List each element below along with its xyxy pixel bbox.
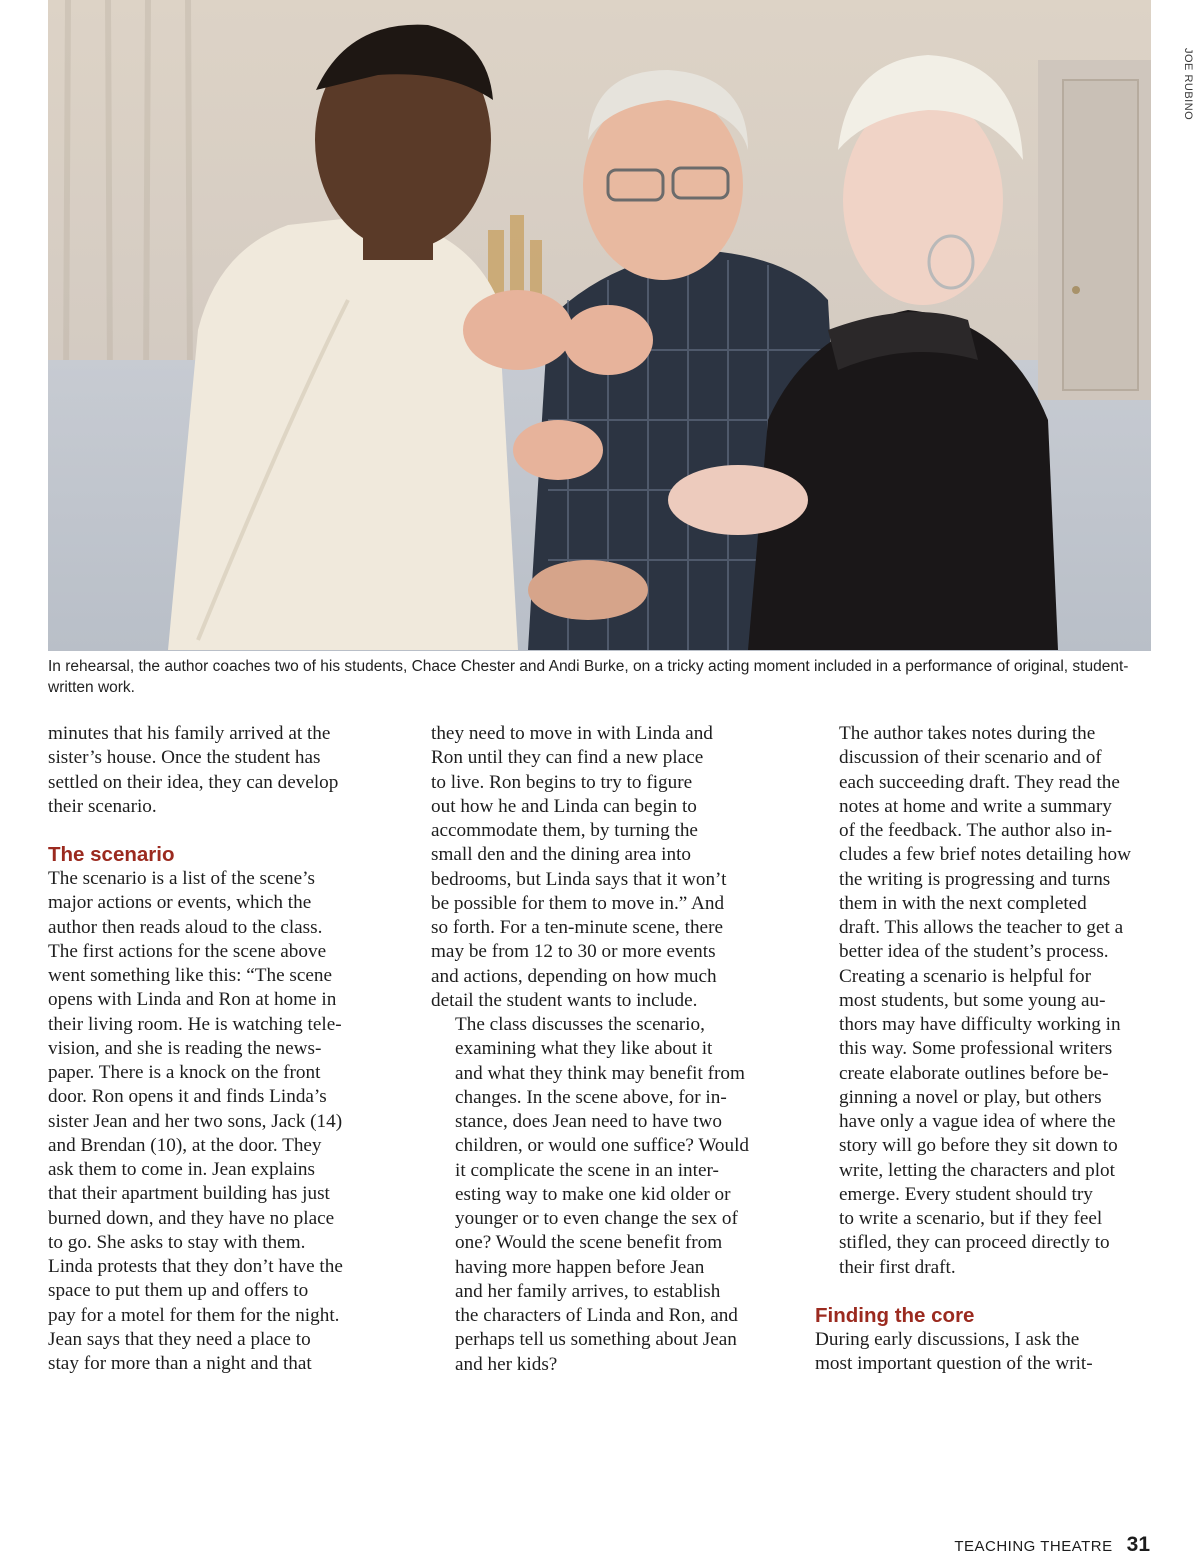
text-line: this way. Some professional writers — [839, 1038, 1113, 1060]
text-line: most important question of the writ- — [815, 1353, 1093, 1374]
text-line: their first draft. — [839, 1256, 956, 1278]
text-line: it complicate the scene in an inter- — [455, 1159, 719, 1181]
text-line: the writing is progressing and turns — [839, 868, 1111, 890]
text-line: of the feedback. The author also in- — [839, 820, 1112, 841]
text-line: ginning a novel or play, but others — [839, 1086, 1102, 1108]
text-line: The class discusses the scenario, — [455, 1014, 705, 1035]
text-line: the characters of Linda and Ron, and — [455, 1305, 738, 1326]
text-line: burned down, and they have no place — [48, 1207, 335, 1229]
text-line: sister’s house. Once the student has — [48, 747, 321, 769]
text-line: small den and the dining area into — [431, 844, 692, 866]
text-line: stance, does Jean need to have two — [455, 1111, 722, 1132]
text-line: children, or would one suffice? Would — [455, 1135, 750, 1157]
text-line: Linda protests that they don’t have the — [48, 1256, 343, 1277]
text-line: that their apartment building has just — [48, 1183, 330, 1205]
text-line: detail the student wants to include. — [431, 989, 698, 1011]
text-line: out how he and Linda can begin to — [431, 795, 697, 817]
article-column-2 — [431, 722, 771, 1377]
text-line: space to put them up and offers to — [48, 1280, 309, 1302]
text-line: most students, but some young au- — [839, 989, 1106, 1011]
body-paragraph — [431, 722, 771, 1013]
text-line: may be from 12 to 30 or more events — [431, 941, 716, 963]
text-line: thors may have difficulty working in — [839, 1014, 1121, 1035]
text-line: door. Ron opens it and finds Linda’s — [48, 1086, 327, 1108]
article-column-1 — [48, 722, 388, 1376]
text-line: be possible for them to move in.” And — [431, 892, 725, 914]
text-line: have only a vague idea of where the — [839, 1111, 1116, 1132]
text-line: their scenario. — [48, 795, 157, 817]
text-line: accommodate them, by turning the — [431, 820, 698, 841]
text-line: younger or to even change the sex of — [455, 1208, 738, 1229]
text-line: examining what they like about it — [455, 1038, 713, 1060]
text-line: bedrooms, but Linda says that it won’t — [431, 868, 727, 890]
text-line: having more happen before Jean — [455, 1256, 705, 1278]
rehearsal-photo — [48, 0, 1194, 651]
section-heading: Finding the core — [815, 1303, 975, 1327]
article-column-3 — [815, 722, 1155, 1376]
text-line: to live. Ron begins to try to figure — [431, 771, 693, 793]
text-line: sister Jean and her two sons, Jack (14) — [48, 1110, 343, 1132]
rehearsal-photo-illustration — [48, 0, 1151, 651]
text-line: and actions, depending on how much — [431, 965, 717, 987]
text-line: Ron until they can find a new place — [431, 747, 704, 769]
body-paragraph — [815, 1328, 1155, 1377]
text-line: minutes that his family arrived at the — [48, 723, 331, 744]
page-footer — [954, 1533, 1150, 1557]
text-line: they need to move in with Linda and — [431, 723, 713, 744]
text-line: better idea of the student’s process. — [839, 941, 1109, 963]
text-line: draft. This allows the teacher to get a — [839, 917, 1124, 938]
text-line: and her family arrives, to establish — [455, 1280, 721, 1302]
text-line: The scenario is a list of the scene’s — [48, 868, 315, 889]
text-line: write, letting the characters and plot — [839, 1159, 1115, 1181]
text-line: The first actions for the scene above — [48, 940, 327, 962]
text-line: author then reads aloud to the class. — [48, 916, 323, 938]
text-line: their living room. He is watching tele- — [48, 1013, 342, 1035]
text-line: stifled, they can proceed directly to — [839, 1232, 1110, 1254]
body-paragraph — [48, 722, 388, 819]
text-line: create elaborate outlines before be- — [839, 1062, 1109, 1084]
page-number: 31 — [1126, 1533, 1150, 1556]
text-line: opens with Linda and Ron at home in — [48, 989, 337, 1011]
photo-credit: JOE RUBINO — [1182, 48, 1194, 121]
text-line: emerge. Every student should try — [839, 1183, 1093, 1205]
text-line: and Brendan (10), at the door. They — [48, 1134, 322, 1156]
text-line: each succeeding draft. They read the — [839, 771, 1120, 793]
text-line: During early discussions, I ask the — [815, 1328, 1080, 1350]
text-line: stay for more than a night and that — [48, 1353, 312, 1374]
photo-caption: In rehearsal, the author coaches two of his students, Chace Chester and Andi Burke, on a tricky acting moment included in a performance of original, student-written work. — [48, 658, 1129, 696]
magazine-name: TEACHING THEATRE — [954, 1538, 1113, 1555]
text-line: notes at home and write a summary — [839, 795, 1112, 817]
text-line: and what they think may benefit from — [455, 1062, 745, 1084]
text-line: went something like this: “The scene — [48, 965, 333, 986]
section-heading: The scenario — [48, 843, 175, 866]
text-line: perhaps tell us something about Jean — [455, 1329, 737, 1351]
text-line: esting way to make one kid older or — [455, 1183, 731, 1205]
text-line: one? Would the scene benefit from — [455, 1232, 723, 1254]
body-paragraph — [815, 965, 1155, 1280]
text-line: The author takes notes during the — [839, 723, 1096, 744]
text-line: vision, and she is reading the news- — [48, 1037, 322, 1059]
text-line: Creating a scenario is helpful for — [839, 965, 1092, 987]
text-line: Jean says that they need a place to — [48, 1328, 311, 1350]
text-line: major actions or events, which the — [48, 892, 312, 914]
text-line: to write a scenario, but if they feel — [839, 1208, 1103, 1229]
text-line: and her kids? — [455, 1353, 558, 1375]
text-line: story will go before they sit down to — [839, 1135, 1118, 1157]
text-line: paper. There is a knock on the front — [48, 1062, 321, 1083]
body-paragraph — [48, 867, 388, 1376]
text-line: so forth. For a ten-minute scene, there — [431, 917, 723, 938]
text-line: pay for a motel for them for the night. — [48, 1304, 340, 1326]
body-paragraph — [815, 722, 1155, 965]
body-paragraph — [431, 1013, 771, 1377]
text-line: cludes a few brief notes detailing how — [839, 844, 1131, 866]
text-line: ask them to come in. Jean explains — [48, 1159, 315, 1180]
text-line: discussion of their scenario and of — [839, 747, 1102, 769]
text-line: them in with the next completed — [839, 892, 1087, 914]
text-line: changes. In the scene above, for in- — [455, 1086, 727, 1108]
text-line: settled on their idea, they can develop — [48, 771, 339, 793]
text-line: to go. She asks to stay with them. — [48, 1231, 306, 1253]
